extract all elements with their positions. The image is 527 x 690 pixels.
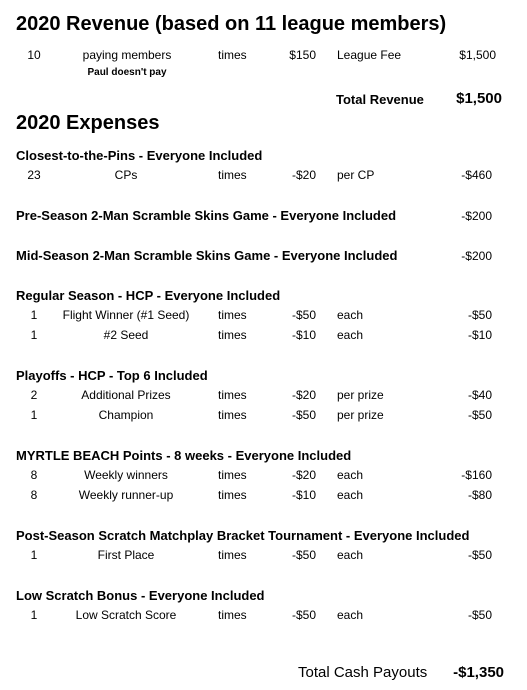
row-label: First Place bbox=[97, 548, 155, 562]
row-times: times bbox=[218, 308, 247, 322]
row-amount: -$50 bbox=[291, 408, 316, 422]
row-amount: -$50 bbox=[291, 608, 316, 622]
total-payouts-value: -$1,350 bbox=[453, 664, 504, 681]
revenue-times: times bbox=[218, 48, 247, 62]
total-revenue-label: Total Revenue bbox=[336, 92, 424, 107]
row-total: -$50 bbox=[467, 308, 492, 322]
row-count: 1 bbox=[30, 608, 38, 622]
row-label: Weekly winners bbox=[84, 468, 168, 482]
row-label: CPs bbox=[114, 168, 138, 182]
row-per: each bbox=[337, 548, 364, 562]
row-total: -$10 bbox=[467, 328, 492, 342]
row-total: -$460 bbox=[461, 168, 492, 182]
row-times: times bbox=[218, 468, 247, 482]
row-per: per CP bbox=[337, 168, 375, 182]
row-label: Weekly runner-up bbox=[78, 488, 174, 502]
total-revenue-value: $1,500 bbox=[456, 90, 502, 107]
row-total: -$50 bbox=[467, 608, 492, 622]
revenue-amount: $150 bbox=[289, 48, 316, 62]
row-times: times bbox=[218, 328, 247, 342]
section-title: Regular Season - HCP - Everyone Included bbox=[16, 288, 281, 303]
row-per: each bbox=[337, 468, 364, 482]
row-count: 1 bbox=[30, 408, 38, 422]
row-per: per prize bbox=[337, 388, 384, 402]
row-total: -$160 bbox=[461, 468, 492, 482]
section-total: -$200 bbox=[461, 209, 492, 223]
expenses-title: 2020 Expenses bbox=[16, 112, 160, 134]
row-times: times bbox=[218, 488, 247, 502]
revenue-line-total: $1,500 bbox=[459, 48, 496, 62]
row-times: times bbox=[218, 168, 247, 182]
row-count: 8 bbox=[30, 488, 38, 502]
row-amount: -$20 bbox=[291, 388, 316, 402]
row-amount: -$20 bbox=[291, 468, 316, 482]
row-label: Flight Winner (#1 Seed) bbox=[62, 308, 190, 322]
row-count: 8 bbox=[30, 468, 38, 482]
row-amount: -$20 bbox=[291, 168, 316, 182]
revenue-count: 10 bbox=[27, 48, 41, 62]
row-times: times bbox=[218, 408, 247, 422]
row-total: -$50 bbox=[467, 548, 492, 562]
row-count: 2 bbox=[30, 388, 38, 402]
row-amount: -$10 bbox=[291, 488, 316, 502]
row-times: times bbox=[218, 388, 247, 402]
section-title: Low Scratch Bonus - Everyone Included bbox=[16, 588, 265, 603]
revenue-label: paying members bbox=[82, 48, 172, 62]
row-per: each bbox=[337, 328, 364, 342]
row-label: #2 Seed bbox=[103, 328, 149, 342]
row-per: each bbox=[337, 608, 364, 622]
row-total: -$50 bbox=[467, 408, 492, 422]
section-title: MYRTLE BEACH Points - 8 weeks - Everyone Included bbox=[16, 448, 352, 463]
row-count: 1 bbox=[30, 308, 38, 322]
row-label: Champion bbox=[98, 408, 154, 422]
row-amount: -$50 bbox=[291, 548, 316, 562]
row-amount: -$50 bbox=[291, 308, 316, 322]
row-total: -$40 bbox=[467, 388, 492, 402]
section-title: Pre-Season 2-Man Scramble Skins Game - Everyone Included bbox=[16, 208, 397, 223]
section-title: Post-Season Scratch Matchplay Bracket Tournament - Everyone Included bbox=[16, 528, 470, 543]
row-per: each bbox=[337, 488, 364, 502]
section-title: Mid-Season 2-Man Scramble Skins Game - Everyone Included bbox=[16, 248, 398, 263]
row-label: Low Scratch Score bbox=[75, 608, 177, 622]
row-count: 23 bbox=[27, 168, 41, 182]
section-total: -$200 bbox=[461, 249, 492, 263]
revenue-title: 2020 Revenue (based on 11 league members) bbox=[16, 13, 447, 35]
revenue-desc: League Fee bbox=[337, 48, 402, 62]
row-per: per prize bbox=[337, 408, 384, 422]
section-title: Playoffs - HCP - Top 6 Included bbox=[16, 368, 208, 383]
revenue-note: Paul doesn't pay bbox=[87, 67, 167, 78]
row-per: each bbox=[337, 308, 364, 322]
row-total: -$80 bbox=[467, 488, 492, 502]
row-amount: -$10 bbox=[291, 328, 316, 342]
row-count: 1 bbox=[30, 548, 38, 562]
row-times: times bbox=[218, 548, 247, 562]
row-count: 1 bbox=[30, 328, 38, 342]
total-payouts-label: Total Cash Payouts bbox=[298, 664, 428, 681]
row-times: times bbox=[218, 608, 247, 622]
section-title: Closest-to-the-Pins - Everyone Included bbox=[16, 148, 263, 163]
row-label: Additional Prizes bbox=[81, 388, 171, 402]
